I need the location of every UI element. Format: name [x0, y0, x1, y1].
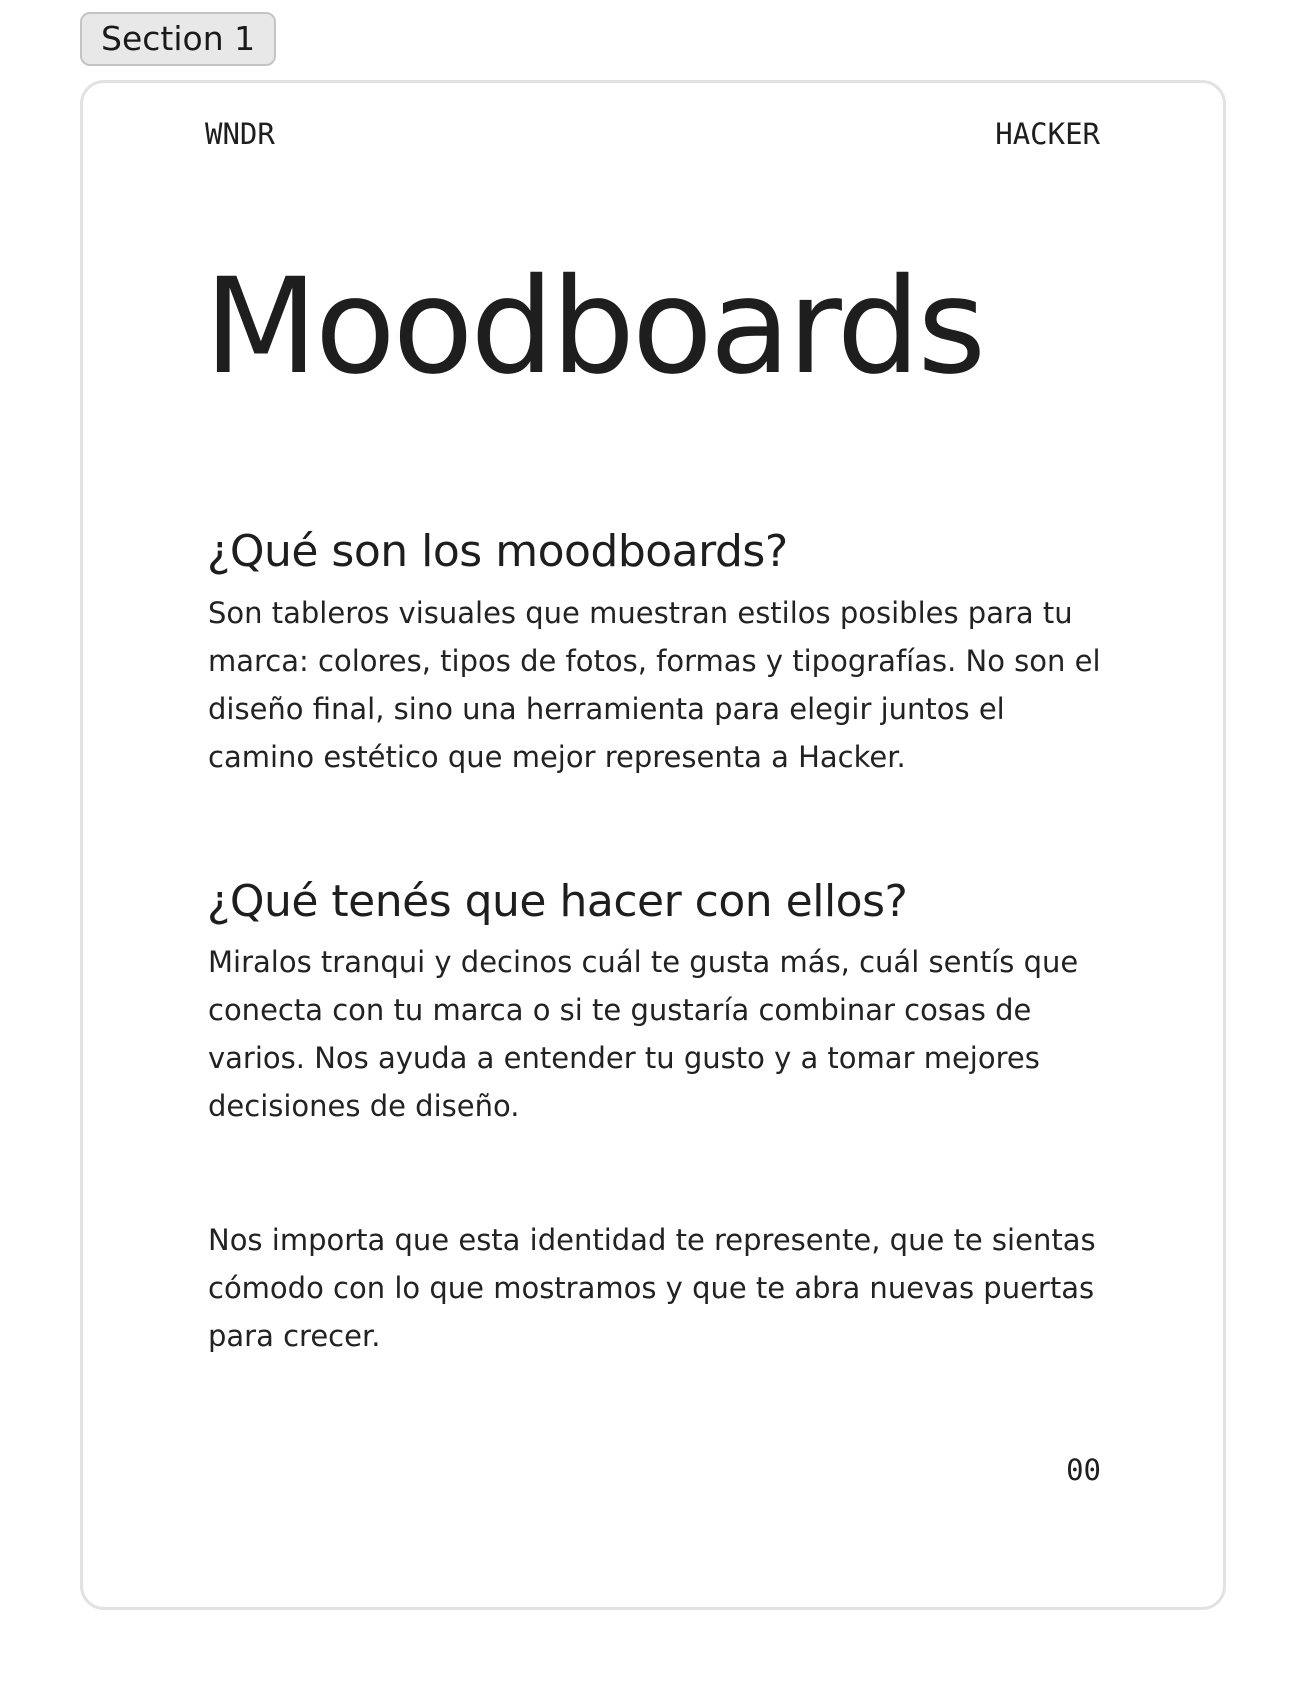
section-heading-todo: ¿Qué tenés que hacer con ellos?	[207, 876, 908, 927]
section-tab[interactable]: Section 1	[80, 12, 276, 66]
brand-right: HACKER	[995, 117, 1100, 151]
section-text-todo: Miralos tranqui y decinos cuál te gusta más, cuál sentís que conecta con tu marca o si te gustaría combinar cosas de varios. Nos ayuda a entender tu gusto y a tomar mejores decisiones de diseño.	[208, 945, 1079, 1123]
section-heading-what: ¿Qué son los moodboards?	[207, 526, 788, 577]
section-text-what: Son tableros visuales que muestran estilos posibles para tu marca: colores, tipos de fotos, formas y tipografías. No son el diseño final, sino una herramienta para elegir juntos el camino estético que mejor representa a Hacker.	[208, 596, 1101, 774]
page-number: 00	[1066, 1453, 1101, 1487]
page-title: Moodboards	[204, 250, 984, 404]
brand-left: WNDR	[205, 117, 275, 151]
closing-text: Nos importa que esta identidad te represente, que te sientas cómodo con lo que mostramos y que te abra nuevas puertas para crecer.	[208, 1223, 1096, 1353]
